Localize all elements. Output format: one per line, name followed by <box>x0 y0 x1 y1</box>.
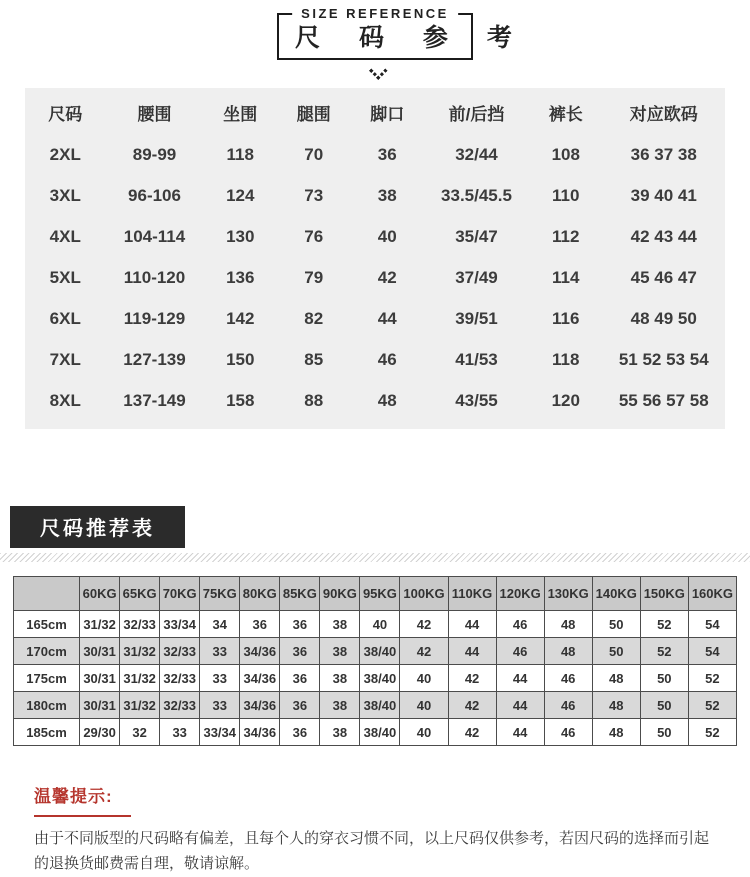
recommend-value: 44 <box>448 611 496 638</box>
recommend-value: 44 <box>448 638 496 665</box>
size-value: 116 <box>552 308 580 328</box>
weight-column-header: 80KG <box>240 577 280 611</box>
title-decoration <box>0 67 750 83</box>
recommend-value: 50 <box>640 692 688 719</box>
size-value: 37/49 <box>455 267 498 287</box>
weight-column-header: 110KG <box>448 577 496 611</box>
recommend-row <box>14 719 737 746</box>
weight-column-header: 150KG <box>640 577 688 611</box>
recommend-value: 33 <box>200 665 240 692</box>
recommend-value: 36 <box>280 719 320 746</box>
recommend-value: 36 <box>280 638 320 665</box>
size-value: 33.5/45.5 <box>441 185 512 205</box>
size-value: 48 49 50 <box>630 308 697 328</box>
recommend-value: 54 <box>688 638 736 665</box>
size-value: 36 37 38 <box>630 144 697 164</box>
size-value: 104-114 <box>123 226 186 246</box>
size-value: 43/55 <box>455 390 498 410</box>
size-label: 8XL <box>49 390 81 410</box>
recommend-value: 46 <box>544 692 592 719</box>
height-label: 165cm <box>14 611 80 638</box>
size-value: 158 <box>226 390 255 410</box>
size-value: 114 <box>552 267 580 287</box>
recommend-value: 31/32 <box>120 638 160 665</box>
size-label: 5XL <box>49 267 81 287</box>
size-value: 40 <box>377 226 397 246</box>
size-column-header: 尺码 <box>48 105 83 124</box>
recommend-row <box>14 692 737 719</box>
size-table-row <box>25 216 725 257</box>
size-value: 44 <box>377 308 397 328</box>
size-table-row <box>25 175 725 216</box>
size-value: 70 <box>304 144 324 164</box>
recommend-row <box>14 665 737 692</box>
size-value: 112 <box>552 226 580 246</box>
recommend-value: 33 <box>200 692 240 719</box>
weight-column-header: 60KG <box>80 577 120 611</box>
size-value: 55 56 57 58 <box>618 390 709 410</box>
recommend-value: 42 <box>400 611 448 638</box>
recommend-value: 34/36 <box>240 665 280 692</box>
size-value: 108 <box>551 144 580 164</box>
recommend-value: 40 <box>400 665 448 692</box>
recommend-value: 30/31 <box>80 638 120 665</box>
size-value: 118 <box>226 144 254 164</box>
size-value: 39 40 41 <box>630 185 697 205</box>
recommend-value: 46 <box>496 638 544 665</box>
recommend-value: 48 <box>592 692 640 719</box>
recommend-value: 40 <box>400 719 448 746</box>
recommend-value: 44 <box>496 692 544 719</box>
recommend-value: 50 <box>592 638 640 665</box>
recommend-value: 44 <box>496 665 544 692</box>
recommend-value: 38 <box>320 665 360 692</box>
weight-column-header: 120KG <box>496 577 544 611</box>
recommend-value: 48 <box>544 638 592 665</box>
recommend-row <box>14 611 737 638</box>
hatch-divider <box>0 553 750 562</box>
size-value: 85 <box>304 349 324 369</box>
recommend-value: 48 <box>592 665 640 692</box>
weight-column-header: 140KG <box>592 577 640 611</box>
recommend-value: 33/34 <box>160 611 200 638</box>
size-value: 39/51 <box>455 308 498 328</box>
size-label: 7XL <box>49 349 81 369</box>
recommend-value: 34 <box>200 611 240 638</box>
chevron-down-icon <box>369 61 387 79</box>
size-value: 118 <box>552 349 580 369</box>
size-value: 150 <box>226 349 255 369</box>
size-value: 46 <box>377 349 397 369</box>
recommend-value: 30/31 <box>80 665 120 692</box>
size-value: 136 <box>226 267 255 287</box>
weight-column-header: 75KG <box>200 577 240 611</box>
recommend-value: 34/36 <box>240 692 280 719</box>
weight-column-header: 100KG <box>400 577 448 611</box>
size-column-header: 前/后挡 <box>448 105 505 124</box>
size-label: 2XL <box>49 144 81 164</box>
size-table-header-row <box>25 91 725 134</box>
weight-column-header: 130KG <box>544 577 592 611</box>
recommend-value: 38/40 <box>360 638 400 665</box>
size-table-row <box>25 298 725 339</box>
size-value: 82 <box>304 308 324 328</box>
size-value: 73 <box>304 185 324 205</box>
size-value: 120 <box>551 390 580 410</box>
recommend-value: 46 <box>544 665 592 692</box>
size-column-header: 腿围 <box>296 105 331 124</box>
recommend-value: 33 <box>200 638 240 665</box>
recommend-value: 48 <box>592 719 640 746</box>
size-value: 89-99 <box>132 144 177 164</box>
size-reference-table <box>25 91 725 421</box>
size-value: 110 <box>552 185 580 205</box>
recommend-value: 36 <box>240 611 280 638</box>
tips-body: 由于不同版型的尺码略有偏差，且每个人的穿衣习惯不同，以上尺码仅供参考，若因尺码的选择而引起的退换货邮费需自理，敬请谅解。 <box>34 830 710 872</box>
recommend-value: 40 <box>400 692 448 719</box>
size-value: 36 <box>377 144 397 164</box>
recommend-value: 34/36 <box>240 638 280 665</box>
recommend-value: 29/30 <box>80 719 120 746</box>
recommend-value: 50 <box>640 719 688 746</box>
size-table-row <box>25 380 725 421</box>
size-value: 45 46 47 <box>630 267 697 287</box>
recommend-value: 36 <box>280 692 320 719</box>
recommend-value: 32/33 <box>160 638 200 665</box>
recommend-value: 52 <box>688 665 736 692</box>
size-column-header: 对应欧码 <box>629 105 698 124</box>
recommend-value: 50 <box>640 665 688 692</box>
size-value: 32/44 <box>455 144 498 164</box>
size-value: 110-120 <box>123 267 186 287</box>
weight-column-header: 95KG <box>360 577 400 611</box>
recommend-section <box>0 429 750 746</box>
size-label: 6XL <box>49 308 81 328</box>
size-value: 41/53 <box>455 349 498 369</box>
size-value: 35/47 <box>455 226 498 246</box>
size-value: 76 <box>304 226 324 246</box>
size-value: 119-129 <box>123 308 186 328</box>
size-value: 88 <box>304 390 324 410</box>
page-title: 尺 码 参 考 <box>295 24 528 52</box>
title-english: SIZE REFERENCE <box>292 6 458 21</box>
recommend-value: 42 <box>400 638 448 665</box>
size-value: 42 43 44 <box>630 226 697 246</box>
recommend-value: 44 <box>496 719 544 746</box>
corner-cell <box>14 577 80 611</box>
recommend-row <box>14 638 737 665</box>
recommend-header-row <box>14 577 737 611</box>
size-label: 4XL <box>49 226 81 246</box>
recommend-value: 31/32 <box>120 692 160 719</box>
recommend-value: 52 <box>688 692 736 719</box>
recommend-value: 38 <box>320 611 360 638</box>
height-label: 185cm <box>14 719 80 746</box>
recommend-value: 32/33 <box>160 665 200 692</box>
recommend-value: 32/33 <box>120 611 160 638</box>
size-value: 124 <box>226 185 255 205</box>
recommend-value: 33 <box>160 719 200 746</box>
recommend-value: 46 <box>544 719 592 746</box>
recommend-value: 34/36 <box>240 719 280 746</box>
recommend-value: 36 <box>280 611 320 638</box>
size-table-row <box>25 339 725 380</box>
weight-column-header: 85KG <box>280 577 320 611</box>
recommend-value: 38/40 <box>360 692 400 719</box>
size-column-header: 腰围 <box>137 105 172 124</box>
size-value: 96-106 <box>128 185 181 205</box>
recommend-value: 31/32 <box>120 665 160 692</box>
size-value: 142 <box>226 308 255 328</box>
size-table-row <box>25 134 725 175</box>
recommend-value: 50 <box>592 611 640 638</box>
recommend-value: 42 <box>448 665 496 692</box>
height-label: 180cm <box>14 692 80 719</box>
recommend-value: 38 <box>320 638 360 665</box>
recommend-value: 46 <box>496 611 544 638</box>
size-table-row <box>25 257 725 298</box>
weight-column-header: 70KG <box>160 577 200 611</box>
size-reference-table-block <box>25 88 725 429</box>
weight-column-header: 90KG <box>320 577 360 611</box>
size-label: 3XL <box>49 185 81 205</box>
size-value: 51 52 53 54 <box>618 349 709 369</box>
recommend-value: 36 <box>280 665 320 692</box>
recommend-value: 48 <box>544 611 592 638</box>
title-section <box>0 0 750 60</box>
size-column-header: 脚口 <box>370 105 405 124</box>
size-value: 38 <box>377 185 397 205</box>
recommend-value: 31/32 <box>80 611 120 638</box>
recommend-value: 42 <box>448 719 496 746</box>
size-value: 48 <box>377 390 397 410</box>
title-box <box>277 6 528 60</box>
recommend-value: 54 <box>688 611 736 638</box>
recommend-value: 38/40 <box>360 665 400 692</box>
height-label: 170cm <box>14 638 80 665</box>
recommend-value: 30/31 <box>80 692 120 719</box>
recommend-value: 38 <box>320 692 360 719</box>
recommend-value: 52 <box>688 719 736 746</box>
recommend-value: 42 <box>448 692 496 719</box>
tips-title: 温馨提示: <box>34 782 131 817</box>
recommend-value: 38 <box>320 719 360 746</box>
recommend-value: 33/34 <box>200 719 240 746</box>
size-value: 42 <box>377 267 397 287</box>
weight-column-header: 160KG <box>688 577 736 611</box>
weight-column-header: 65KG <box>120 577 160 611</box>
size-value: 127-139 <box>123 349 186 369</box>
size-value: 79 <box>304 267 324 287</box>
size-value: 130 <box>226 226 255 246</box>
tips-section <box>34 782 716 877</box>
recommend-badge: 尺码推荐表 <box>10 506 185 548</box>
recommend-value: 40 <box>360 611 400 638</box>
recommend-value: 32 <box>120 719 160 746</box>
size-value: 137-149 <box>123 390 186 410</box>
recommend-value: 52 <box>640 611 688 638</box>
recommend-table <box>13 576 737 746</box>
size-column-header: 裤长 <box>548 105 583 124</box>
height-label: 175cm <box>14 665 80 692</box>
recommend-value: 52 <box>640 638 688 665</box>
recommend-value: 38/40 <box>360 719 400 746</box>
size-column-header: 坐围 <box>223 105 258 124</box>
recommend-value: 32/33 <box>160 692 200 719</box>
